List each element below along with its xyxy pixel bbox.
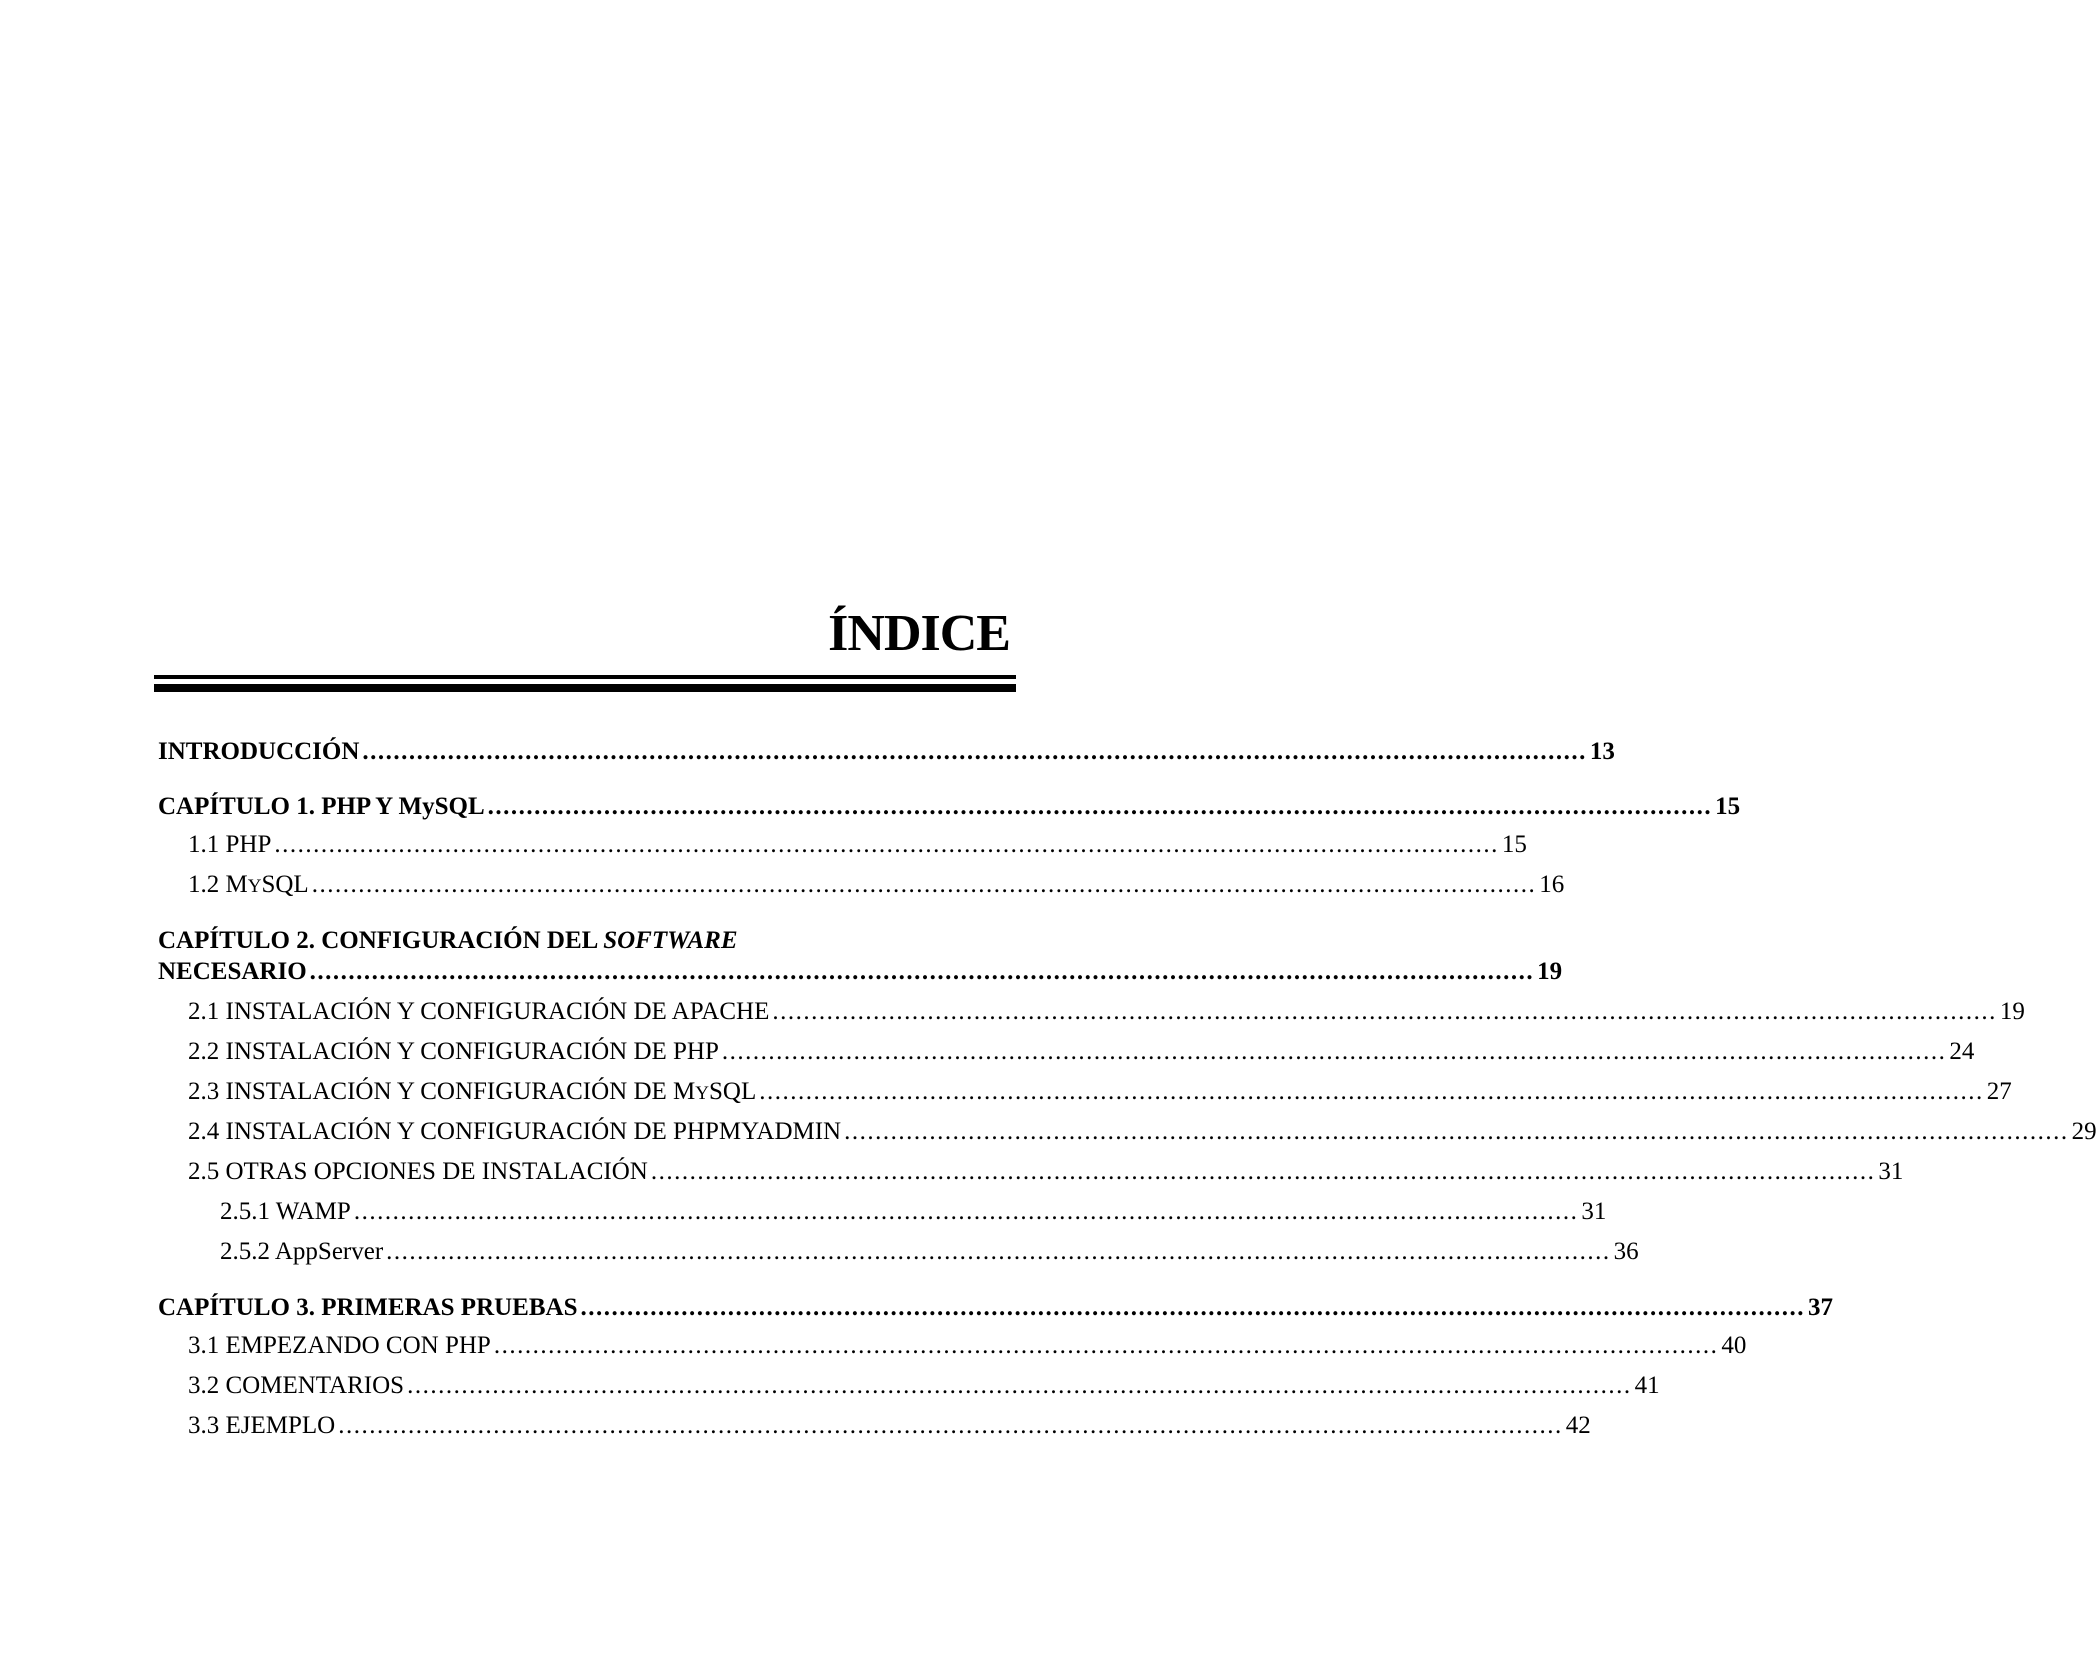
- toc-entry-introduccion[interactable]: INTRODUCCIÓN .............................................................................................................................................................. 13: [158, 738, 1615, 765]
- toc-entry-3-2[interactable]: 3.2 COMENTARIOS .............................................................................................................................................................. 41: [188, 1372, 1660, 1399]
- toc-entry-capitulo-2-line1[interactable]: CAPÍTULO 2. CONFIGURACIÓN DEL SOFTWARE: [158, 927, 738, 954]
- page-number: 41: [1634, 1372, 1660, 1399]
- page-number: 31: [1581, 1198, 1607, 1225]
- dot-leader: ..............................................................................................................................................................: [338, 1412, 1563, 1439]
- page-number: 29: [2071, 1118, 2097, 1145]
- toc-entry-2-5[interactable]: 2.5 OTRAS OPCIONES DE INSTALACIÓN .............................................................................................................................................................. 31: [188, 1158, 1904, 1185]
- toc-entry-capitulo-2-line2[interactable]: NECESARIO .............................................................................................................................................................. 19: [158, 958, 1563, 985]
- page-number: 37: [1807, 1294, 1833, 1321]
- toc-entry-2-2[interactable]: 2.2 INSTALACIÓN Y CONFIGURACIÓN DE PHP .............................................................................................................................................................. 24: [188, 1038, 1975, 1065]
- toc-entry-capitulo-1[interactable]: CAPÍTULO 1. PHP Y MySQL .............................................................................................................................................................. 15: [158, 793, 1741, 820]
- dot-leader: ..............................................................................................................................................................: [759, 1078, 1984, 1105]
- page-number: 24: [1949, 1038, 1975, 1065]
- table-of-contents: [158, 738, 2097, 1452]
- title-rule-thick: [154, 684, 1016, 692]
- toc-entry-3-1[interactable]: 3.1 EMPEZANDO CON PHP .............................................................................................................................................................. 40: [188, 1332, 1747, 1359]
- toc-entry-1-2[interactable]: 1.2 MYSQL .............................................................................................................................................................. 16: [188, 871, 1565, 898]
- toc-entry-3-3[interactable]: 3.3 EJEMPLO .............................................................................................................................................................. 42: [188, 1412, 1591, 1439]
- page-number: 15: [1715, 793, 1741, 820]
- dot-leader: ..............................................................................................................................................................: [721, 1038, 1947, 1065]
- page-number: 15: [1501, 831, 1527, 858]
- dot-leader: ..............................................................................................................................................................: [353, 1198, 1579, 1225]
- page-title: ÍNDICE: [828, 605, 1010, 662]
- page-number: 16: [1539, 871, 1565, 898]
- page-number: 27: [1986, 1078, 2012, 1105]
- toc-entry-1-1[interactable]: 1.1 PHP .............................................................................................................................................................. 15: [188, 831, 1527, 858]
- dot-leader: ..............................................................................................................................................................: [580, 1294, 1805, 1321]
- page-number: 13: [1589, 738, 1615, 765]
- toc-entry-2-1[interactable]: 2.1 INSTALACIÓN Y CONFIGURACIÓN DE APACHE .............................................................................................................................................................. 19: [188, 998, 2025, 1025]
- dot-leader: ..............................................................................................................................................................: [274, 831, 1499, 858]
- toc-entry-2-5-2[interactable]: 2.5.2 AppServer .............................................................................................................................................................. 36: [220, 1238, 1639, 1265]
- toc-entry-2-4[interactable]: 2.4 INSTALACIÓN Y CONFIGURACIÓN DE PHPMYADMIN .............................................................................................................................................................. 29: [188, 1118, 2097, 1145]
- toc-entry-2-5-1[interactable]: 2.5.1 WAMP .............................................................................................................................................................. 31: [220, 1198, 1607, 1225]
- dot-leader: ..............................................................................................................................................................: [493, 1332, 1719, 1359]
- page-number: 40: [1721, 1332, 1747, 1359]
- toc-entry-capitulo-3[interactable]: CAPÍTULO 3. PRIMERAS PRUEBAS .............................................................................................................................................................. 37: [158, 1294, 1833, 1321]
- title-rule-thin: [154, 675, 1016, 679]
- dot-leader: ..............................................................................................................................................................: [487, 793, 1713, 820]
- page-number: 19: [1537, 958, 1563, 985]
- dot-leader: ..............................................................................................................................................................: [844, 1118, 2069, 1145]
- dot-leader: ..............................................................................................................................................................: [309, 958, 1535, 985]
- page-number: 42: [1565, 1412, 1591, 1439]
- page-number: 19: [1999, 998, 2025, 1025]
- dot-leader: ..............................................................................................................................................................: [362, 738, 1587, 765]
- toc-entry-2-3[interactable]: 2.3 INSTALACIÓN Y CONFIGURACIÓN DE MYSQL .............................................................................................................................................................. 27: [188, 1078, 2012, 1105]
- dot-leader: ..............................................................................................................................................................: [311, 871, 1537, 898]
- dot-leader: ..............................................................................................................................................................: [386, 1238, 1611, 1265]
- dot-leader: ..............................................................................................................................................................: [772, 998, 1997, 1025]
- page-number: 31: [1878, 1158, 1904, 1185]
- page-number: 36: [1613, 1238, 1639, 1265]
- dot-leader: ..............................................................................................................................................................: [650, 1158, 1876, 1185]
- dot-leader: ..............................................................................................................................................................: [407, 1372, 1632, 1399]
